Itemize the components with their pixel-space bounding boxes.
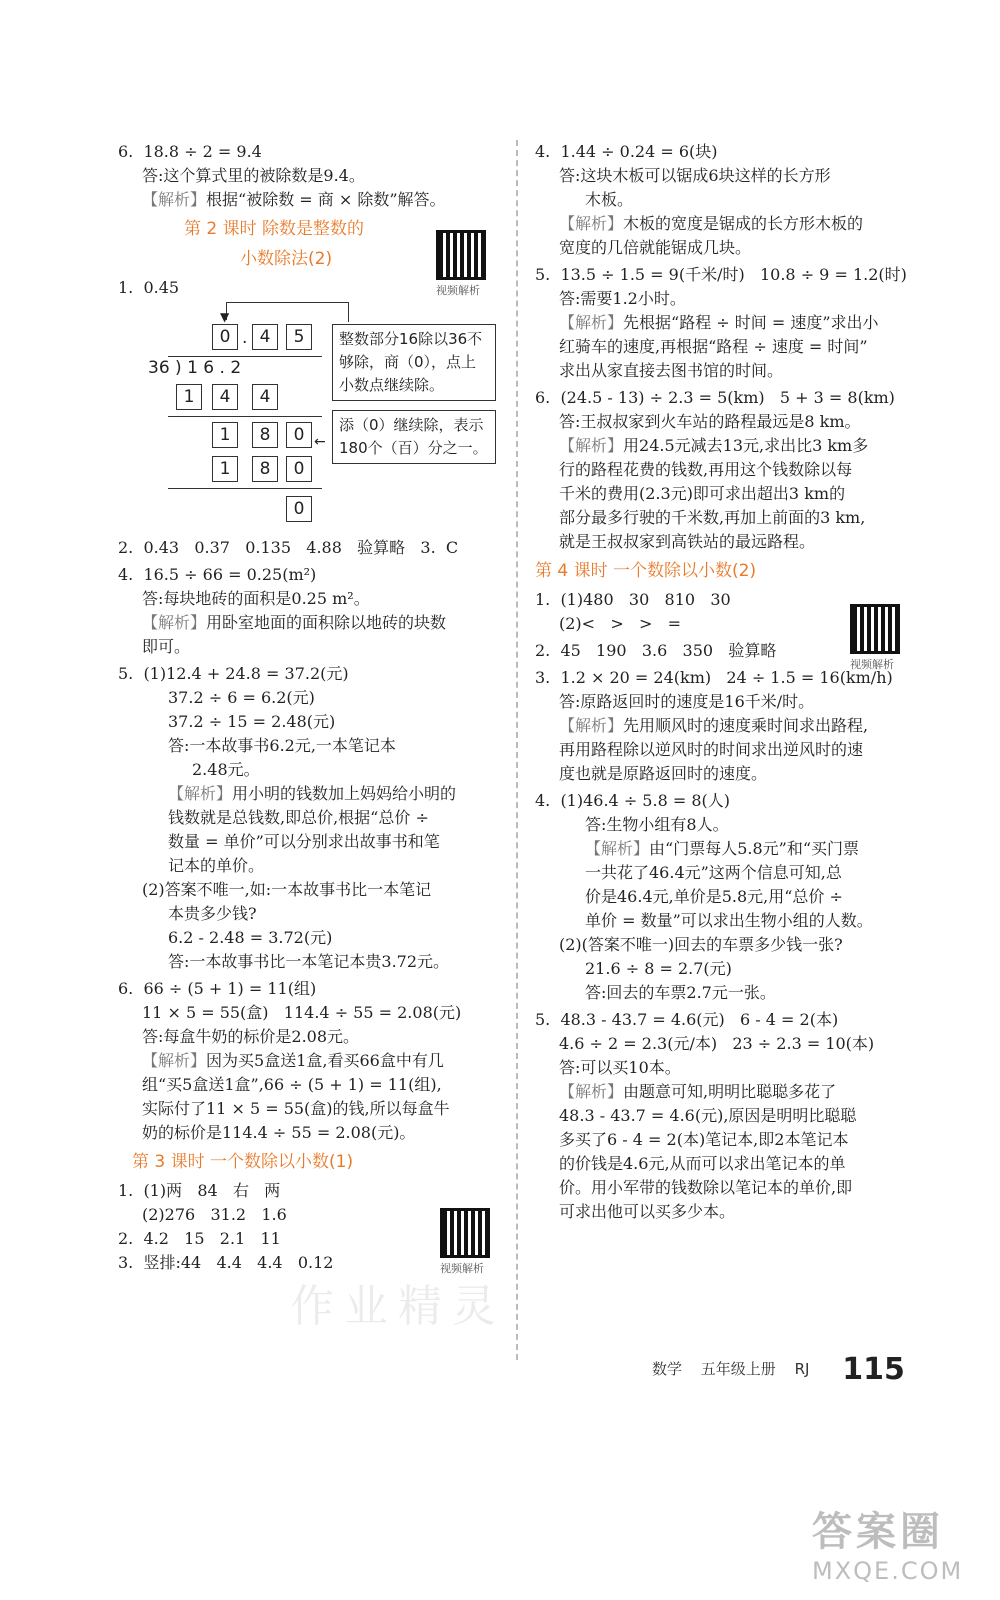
analysis-line: 价。用小军带的钱数除以笔记本的单价,即 [559, 1178, 853, 1197]
qr-code-icon[interactable] [436, 230, 486, 280]
left-column [118, 140, 498, 1275]
answer-line: 答:生物小组有8人。 [585, 815, 729, 834]
analysis-line: 记本的单价。 [168, 856, 265, 875]
product-digit: 1 [212, 456, 238, 482]
decimal-point: . [242, 328, 248, 348]
lesson-title: 第 4 课时 一个数除以小数(2) [535, 561, 757, 581]
answer-line: 21.6 ÷ 8 = 2.7(元) [585, 959, 732, 978]
analysis-line: 【解析】用24.5元减去13元,求出比3 km多 [559, 436, 869, 455]
right-column [535, 140, 907, 1224]
analysis-line: 【解析】由“门票每人5.8元”和“买门票 [585, 839, 860, 858]
grade-label: 五年级上册 [700, 1360, 776, 1378]
page-number: 115 [842, 1352, 905, 1387]
analysis-line: 【解析】由题意可知,明明比聪聪多花了 [559, 1082, 837, 1101]
explanation-note: 整数部分16除以36不够除，商（0），点上小数点继续除。 [332, 324, 496, 401]
analysis-line: 宽度的几倍就能锯成几块。 [559, 238, 752, 257]
answer-line: 1. 0.45 [118, 278, 180, 297]
remainder-digit: 1 [212, 422, 238, 448]
remainder-digit: 0 [286, 496, 312, 522]
analysis-tag: 【解析】 [168, 784, 233, 803]
analysis-tag: 【解析】 [559, 716, 624, 735]
analysis-tag: 【解析】 [559, 436, 624, 455]
page-footer [652, 1352, 905, 1387]
brand-url: MXQE.COM [812, 1557, 964, 1585]
answer-line: 答:每盒牛奶的标价是2.08元。 [142, 1027, 360, 1046]
answer-line: 4. (1)46.4 ÷ 5.8 = 8(人) [535, 791, 730, 810]
analysis-line: 可求出他可以买多少本。 [559, 1202, 736, 1221]
answer-line: (2)(答案不唯一)回去的车票多少钱一张? [559, 935, 843, 954]
answer-line: 答:需要1.2小时。 [559, 289, 686, 308]
analysis-line: 一共花了46.4元”这两个信息可知,总 [585, 863, 842, 882]
answer-line: 2. 45 190 3.6 350 验算略 [535, 641, 777, 660]
analysis-line: 求出从家直接去图书馆的时间。 [559, 361, 784, 380]
qr-code-icon[interactable] [440, 1208, 490, 1258]
analysis-tag: 【解析】 [559, 214, 624, 233]
analysis-line: 即可。 [142, 637, 191, 656]
analysis-line: 48.3 - 43.7 = 4.6(元),原因是明明比聪聪 [559, 1106, 857, 1125]
analysis-line: 【解析】用小明的钱数加上妈妈给小明的 [168, 784, 457, 803]
qr-caption: 视频解析 [850, 658, 894, 671]
analysis-line: 【解析】木板的宽度是锯成的长方形木板的 [559, 214, 864, 233]
qr-caption: 视频解析 [436, 284, 480, 297]
answer-line: 木板。 [585, 190, 634, 209]
answer-line: 3. 竖排:44 4.4 4.4 0.12 [118, 1253, 334, 1272]
analysis-tag: 【解析】 [559, 1082, 624, 1101]
answer-line: 本贵多少钱? [168, 904, 257, 923]
answer-line: 6. 66 ÷ (5 + 1) = 11(组) [118, 979, 317, 998]
qr-caption: 视频解析 [440, 1262, 484, 1275]
lesson-title: 第 2 课时 除数是整数的 [184, 219, 365, 239]
analysis-line: 红骑车的速度,再根据“路程 ÷ 速度 = 时间” [559, 337, 868, 356]
answer-line: 4. 16.5 ÷ 66 = 0.25(m²) [118, 565, 317, 584]
analysis-line: 【解析】先根据“路程 ÷ 时间 = 速度”求出小 [559, 313, 879, 332]
answer-line: 11 × 5 = 55(盒) 114.4 ÷ 55 = 2.08(元) [142, 1003, 462, 1022]
answer-line: 2. 4.2 15 2.1 11 [118, 1229, 281, 1248]
explanation-note: 添（0）继续除，表示180个（百）分之一。 [332, 410, 496, 464]
product-digit: 8 [252, 456, 278, 482]
answer-line: 答:可以买10本。 [559, 1058, 681, 1077]
answer-line: 2. 0.43 0.37 0.135 4.88 验算略 3. C [118, 538, 459, 557]
qr-code-icon[interactable] [850, 604, 900, 654]
analysis-line: 就是王叔叔家到高铁站的最远路程。 [559, 532, 816, 551]
edition-label: RJ [794, 1360, 810, 1378]
analysis-tag: 【解析】 [142, 190, 207, 209]
analysis-tag: 【解析】 [585, 839, 650, 858]
analysis-line: 【解析】因为买5盒送1盒,看买66盒中有几 [142, 1051, 444, 1070]
answer-line: 5. (1)12.4 + 24.8 = 37.2(元) [118, 664, 349, 683]
answer-line: 5. 48.3 - 43.7 = 4.6(元) 6 - 4 = 2(本) [535, 1010, 839, 1029]
product-digit: 4 [252, 384, 278, 410]
answer-line: 4.6 ÷ 2 = 2.3(元/本) 23 ÷ 2.3 = 10(本) [559, 1034, 875, 1053]
analysis-line: 多买了6 - 4 = 2(本)笔记本,即2本笔记本 [559, 1130, 849, 1149]
analysis-line: 数量 = 单价”可以分别求出故事书和笔 [168, 832, 440, 851]
analysis-line: 再用路程除以逆风时的时间求出逆风时的速 [559, 740, 864, 759]
answer-line: (2)答案不唯一,如:一本故事书比一本笔记 [142, 880, 432, 899]
analysis-line: 【解析】根据“被除数 = 商 × 除数”解答。 [142, 190, 446, 209]
answer-line: 37.2 ÷ 15 = 2.48(元) [168, 712, 336, 731]
analysis-tag: 【解析】 [142, 1051, 207, 1070]
answer-line: 4. 1.44 ÷ 0.24 = 6(块) [535, 142, 718, 161]
analysis-line: 【解析】先用顺风时的速度乘时间求出路程, [559, 716, 869, 735]
analysis-line: 钱数就是总钱数,即总价,根据“总价 ÷ [168, 808, 429, 827]
remainder-digit: 0 [286, 422, 312, 448]
quotient-digit: 0 [212, 324, 238, 350]
long-division-diagram [118, 302, 498, 532]
analysis-tag: 【解析】 [142, 613, 207, 632]
analysis-line: 度也就是原路返回时的速度。 [559, 764, 768, 783]
lesson-title: 第 3 课时 一个数除以小数(1) [132, 1152, 354, 1172]
answer-line: 答:一本故事书6.2元,一本笔记本 [168, 736, 396, 755]
answer-line: 5. 13.5 ÷ 1.5 = 9(千米/时) 10.8 ÷ 9 = 1.2(时) [535, 265, 907, 284]
answer-line: 答:这块木板可以锯成6块这样的长方形 [559, 166, 831, 185]
answer-line: 3. 1.2 × 20 = 24(km) 24 ÷ 1.5 = 16(km/h) [535, 668, 893, 687]
answer-line: 2.48元。 [192, 760, 260, 779]
analysis-line: 奶的标价是114.4 ÷ 55 = 2.08(元)。 [142, 1123, 416, 1142]
analysis-line: 价是46.4元,单价是5.8元,用“总价 ÷ [585, 887, 843, 906]
answer-line: 1. (1)480 30 810 30 [535, 590, 731, 609]
answer-line: (2)276 31.2 1.6 [142, 1205, 287, 1224]
answer-line: (2)< > > = [559, 614, 682, 633]
answer-line: 答:回去的车票2.7元一张。 [585, 983, 776, 1002]
answer-line: 答:一本故事书比一本笔记本贵3.72元。 [168, 952, 450, 971]
answer-line: 答:原路返回时的速度是16千米/时。 [559, 692, 815, 711]
analysis-line: 组“买5盒送1盒”,66 ÷ (5 + 1) = 11(组), [142, 1075, 442, 1094]
answer-line: 6. (24.5 - 13) ÷ 2.3 = 5(km) 5 + 3 = 8(km) [535, 388, 895, 407]
analysis-line: 千米的费用(2.3元)即可求出超出3 km的 [559, 484, 846, 503]
quotient-digit: 5 [286, 324, 312, 350]
watermark-text: 作业精灵 [290, 1281, 506, 1332]
brand-logo: 答案圈 [812, 1509, 944, 1555]
answer-line: 6.2 - 2.48 = 3.72(元) [168, 928, 333, 947]
analysis-line: 部分最多行驶的千米数,再加上前面的3 km, [559, 508, 866, 527]
answer-line: 答:王叔叔家到火车站的路程最远是8 km。 [559, 412, 861, 431]
column-divider [516, 140, 518, 1360]
product-digit: 1 [176, 384, 202, 410]
analysis-line: 行的路程花费的钱数,再用这个钱数除以每 [559, 460, 853, 479]
arrow-head-icon: ▼ [220, 310, 230, 324]
lesson-subtitle: 小数除法(2) [240, 249, 333, 269]
remainder-digit: 8 [252, 422, 278, 448]
dividend-row: 36 ) 1 6 . 2 [148, 358, 242, 378]
analysis-tag: 【解析】 [559, 313, 624, 332]
arrow-left-icon: ← [314, 434, 326, 450]
quotient-digit: 4 [252, 324, 278, 350]
answer-line: 答:每块地砖的面积是0.25 m²。 [142, 589, 370, 608]
product-digit: 4 [212, 384, 238, 410]
answer-line: 37.2 ÷ 6 = 6.2(元) [168, 688, 315, 707]
answer-line: 答:这个算式里的被除数是9.4。 [142, 166, 365, 185]
answer-line: 1. (1)两 84 右 两 [118, 1181, 281, 1200]
brand-watermark [812, 1500, 963, 1585]
analysis-line: 单价 = 数量”可以求出生物小组的人数。 [585, 911, 873, 930]
answer-line: 6. 18.8 ÷ 2 = 9.4 [118, 142, 262, 161]
product-digit: 0 [286, 456, 312, 482]
analysis-line: 实际付了11 × 5 = 55(盒)的钱,所以每盒牛 [142, 1099, 450, 1118]
analysis-line: 的价钱是4.6元,从而可以求出笔记本的单 [559, 1154, 846, 1173]
analysis-line: 【解析】用卧室地面的面积除以地砖的块数 [142, 613, 447, 632]
subject-label: 数学 [652, 1360, 683, 1378]
